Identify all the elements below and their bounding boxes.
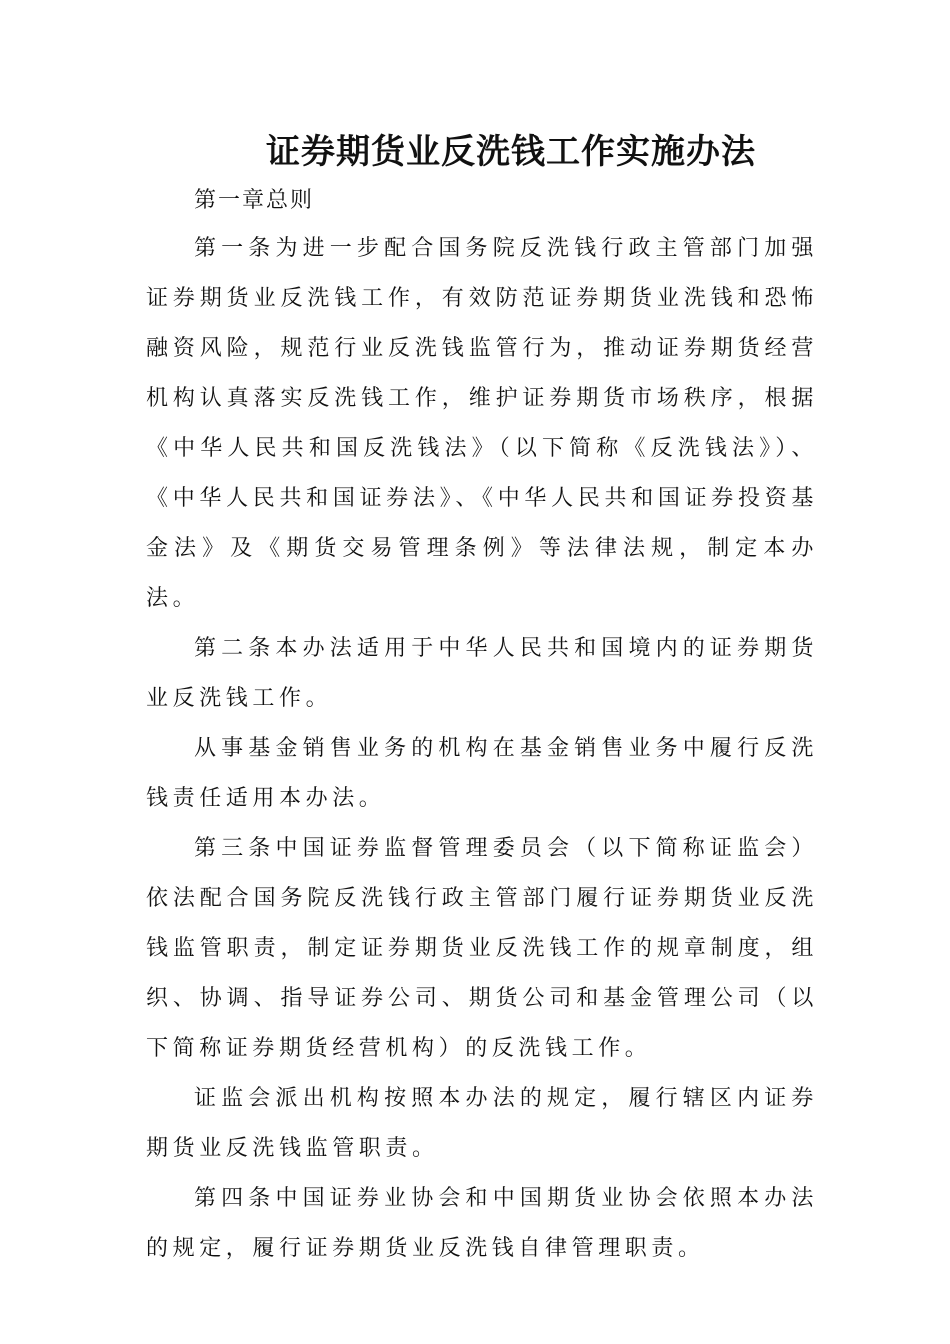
fund-sales-paragraph: 从事基金销售业务的机构在基金销售业务中履行反洗钱责任适用本办法。	[146, 736, 818, 811]
document-body	[146, 178, 818, 1274]
chapter-heading: 第一章总则	[194, 188, 315, 213]
document-title: 证券期货业反洗钱工作实施办法	[266, 132, 756, 172]
article-4-paragraph: 第四条中国证券业协会和中国期货业协会依照本办法的规定，履行证券期货业反洗钱自律管理职责。	[146, 1186, 818, 1261]
csrc-branches-paragraph: 证监会派出机构按照本办法的规定，履行辖区内证券期货业反洗钱监管职责。	[146, 1086, 818, 1161]
article-1-paragraph: 第一条为进一步配合国务院反洗钱行政主管部门加强证券期货业反洗钱工作，有效防范证券期货业洗钱和恐怖融资风险，规范行业反洗钱监管行为，推动证券期货经营机构认真落实反洗钱工作，维护证券期货市场秩序，根据《中华人民共和国反洗钱法》（以下简称《反洗钱法》）、《中华人民共和国证券法》、《中华人民共和国证券投资基金法》及《期货交易管理条例》等法律法规，制定本办法。	[146, 236, 818, 611]
article-3-paragraph: 第三条中国证券监督管理委员会（以下简称证监会）依法配合国务院反洗钱行政主管部门履行证券期货业反洗钱监管职责，制定证券期货业反洗钱工作的规章制度，组织、协调、指导证券公司、期货公司和基金管理公司（以下简称证券期货经营机构）的反洗钱工作。	[146, 836, 818, 1061]
article-2-paragraph: 第二条本办法适用于中华人民共和国境内的证券期货业反洗钱工作。	[146, 636, 818, 711]
